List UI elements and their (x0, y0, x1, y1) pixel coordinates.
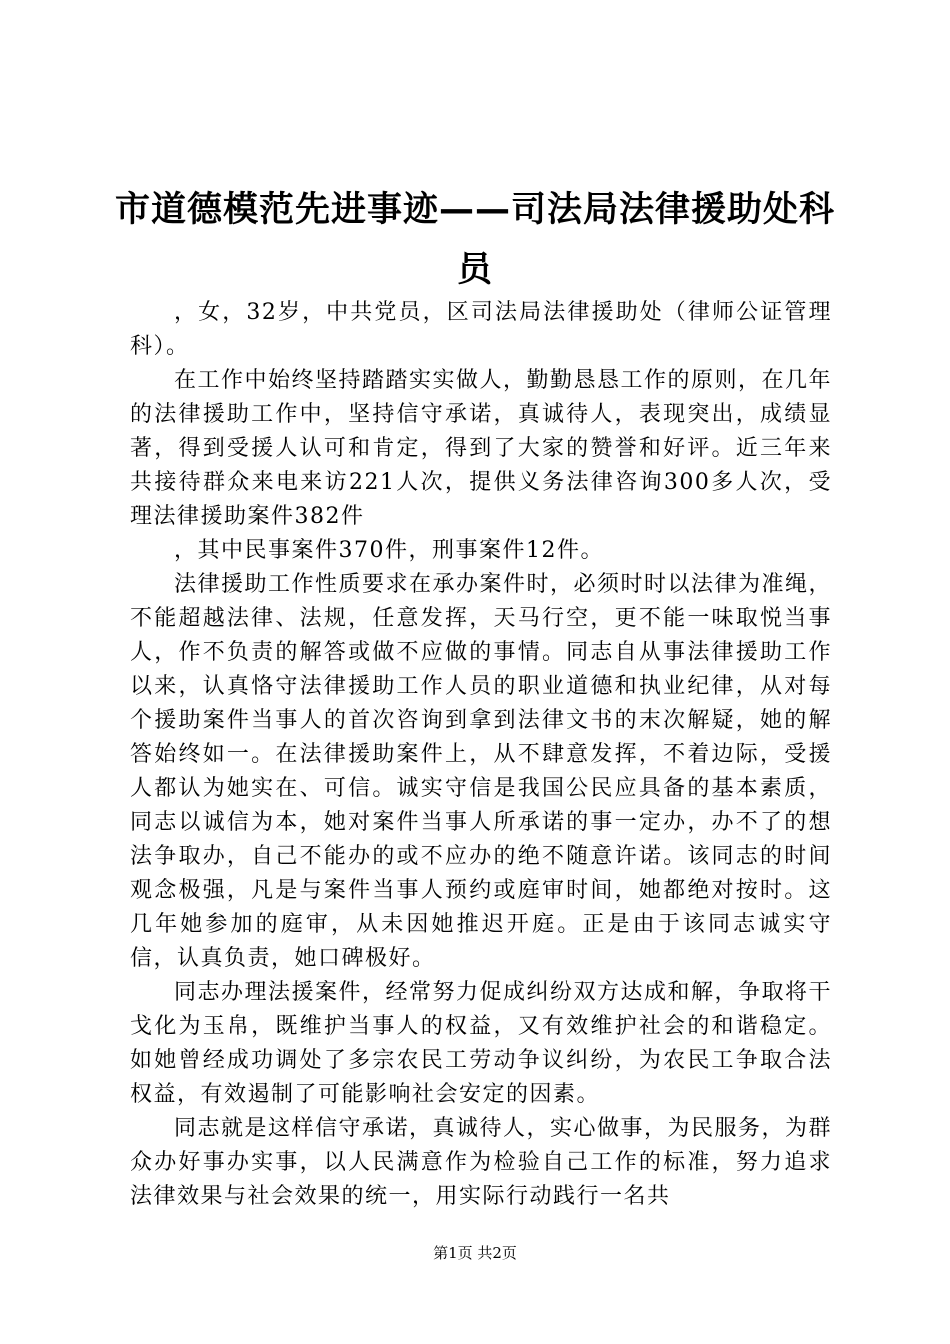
paragraph: 法律援助工作性质要求在承办案件时，必须时时以法律为准绳，不能超越法律、法规，任意发挥，天马行空，更不能一味取悦当事人，作不负责的解答或做不应做的事情。同志自从事法律援助工作以来，认真恪守法律援助工作人员的职业道德和执业纪律，从对每个援助案件当事人的首次咨询到拿到法律文书的末次解疑，她的解答始终如一。在法律援助案件上，从不肆意发挥，不着边际，受援人都认为她实在、可信。诚实守信是我国公民应具备的基本素质，同志以诚信为本，她对案件当事人所承诺的事一定办，办不了的想法争取办，自己不能办的或不应办的绝不随意许诺。该同志的时间观念极强，凡是与案件当事人预约或庭审时间，她都绝对按时。这几年她参加的庭审，从未因她推迟开庭。正是由于该同志诚实守信，认真负责，她口碑极好。 (130, 572, 833, 971)
document-title: 市道德模范先进事迹——司法局法律援助处科员 (114, 190, 835, 290)
page-footer (0, 1243, 950, 1263)
paragraph: 同志就是这样信守承诺，真诚待人，实心做事，为民服务，为群众办好事办实事，以人民满意作为检验自己工作的标准，努力追求法律效果与社会效果的统一，用实际行动践行一名共 (130, 1116, 833, 1209)
page-indicator: 第1页 共2页 (433, 1244, 517, 1262)
paragraph: 在工作中始终坚持踏踏实实做人，勤勤恳恳工作的原则，在几年的法律援助工作中，坚持信守承诺，真诚待人，表现突出，成绩显著，得到受援人认可和肯定，得到了大家的赞誉和好评。近三年来共接待群众来电来访221人次，提供义务法律咨询300多人次，受理法律援助案件382件 (130, 368, 833, 529)
document-body (130, 296, 832, 1214)
paragraph: 同志办理法援案件，经常努力促成纠纷双方达成和解，争取将干戈化为玉帛，既维护当事人的权益，又有效维护社会的和谐稳定。如她曾经成功调处了多宗农民工劳动争议纠纷，为农民工争取合法权益，有效遏制了可能影响社会安定的因素。 (130, 980, 833, 1107)
paragraph: ，其中民事案件370件，刑事案件12件。 (174, 538, 604, 563)
paragraph: ，女，32岁，中共党员，区司法局法律援助处（律师公证管理科）。 (130, 300, 832, 359)
